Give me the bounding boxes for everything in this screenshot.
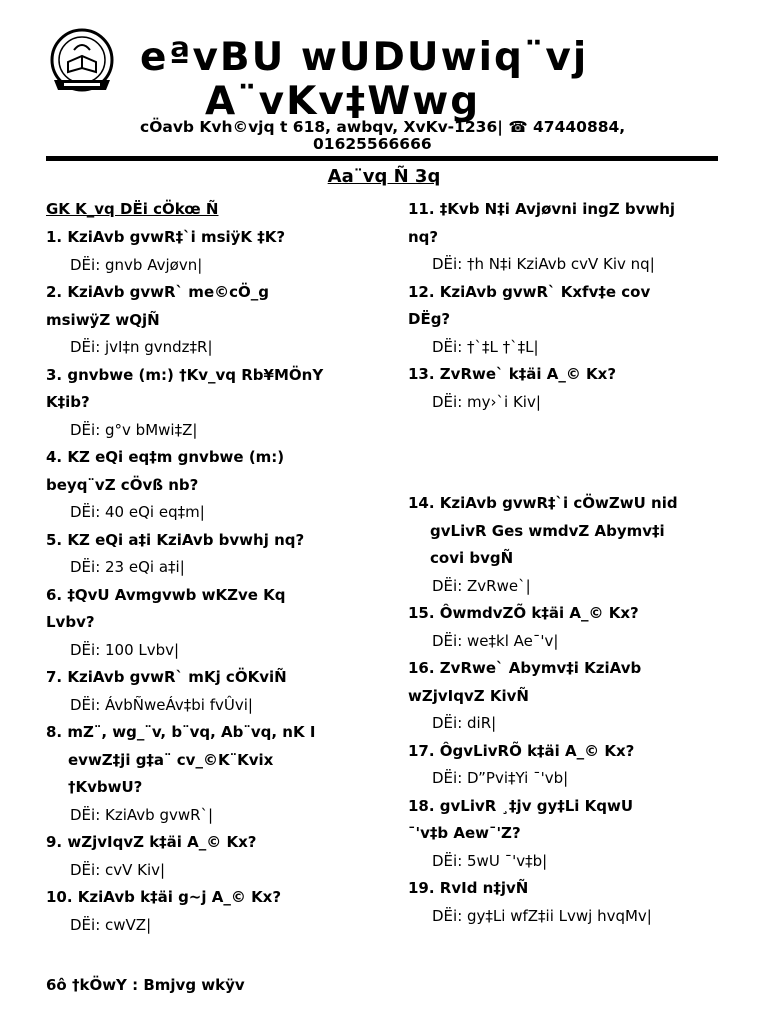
answer-text: DËi: KziAvb gvwR`|	[70, 805, 214, 824]
question-item	[408, 655, 728, 738]
question-text-cont: wZjvIqvZ KivÑ	[408, 686, 529, 705]
answer-text: DËi: my›`i Kiv|	[432, 392, 541, 411]
question-text: 12. KziAvb gvwR` Kxfv‡e cov	[408, 282, 651, 301]
answer-text: DËi: we‡kl Ae¯'v|	[432, 631, 559, 650]
address-line2: 01625566666	[313, 135, 432, 153]
question-text: 3. gnvbwe (m:) †Kv_vq Rb¥MÖnY	[46, 365, 324, 384]
answer-text: DËi: 40 eQi eq‡m|	[70, 503, 205, 521]
question-text-cont: †KvbwU?	[68, 778, 143, 796]
question-text: 1. KziAvb gvwR‡`i msiÿK ‡K?	[46, 228, 286, 246]
question-text-cont: beyq¨vZ cÖvß nb?	[46, 475, 199, 494]
question-text: 18. gvLivR ¸‡jv gy‡Li KqwU	[408, 796, 634, 815]
answer-text: DËi: 100 Lvbv|	[70, 640, 180, 659]
address-line1: cÖavb Kvh©vjq t 618, awbqv, XvKv-1236| ☎ 47440884,	[140, 118, 626, 136]
question-text-cont: K‡ib?	[46, 393, 90, 411]
question-item	[46, 582, 366, 665]
question-item	[46, 884, 366, 939]
question-text: 15. ÔwmdvZÕ k‡äi A_© Kx?	[408, 604, 639, 622]
answer-text: DËi: cvV Kiv|	[70, 860, 166, 879]
answer-text: DËi: †h N‡i KziAvb cvV Kiv nq|	[432, 255, 655, 273]
question-text: 5. KZ eQi a‡i KziAvb bvwhj nq?	[46, 530, 305, 549]
question-text-cont: nq?	[408, 227, 439, 246]
question-item	[46, 362, 366, 445]
question-item	[46, 527, 366, 582]
question-text: 13. ZvRwe` k‡äi A_© Kx?	[408, 365, 617, 383]
right-column	[408, 196, 728, 930]
question-text: 19. RvId n‡jvÑ	[408, 879, 529, 897]
question-item	[408, 793, 728, 876]
question-text: 11. ‡Kvb N‡i Avjøvni ingZ bvwhj	[408, 200, 676, 218]
left-column	[46, 196, 366, 939]
question-item	[46, 829, 366, 884]
column-spacer	[408, 416, 728, 490]
question-text-cont: gvLivR Ges wmdvZ Abymv‡i	[430, 521, 665, 540]
question-item	[46, 719, 366, 829]
question-item	[408, 490, 728, 600]
question-text: 6. ‡QvU Avmgvwb wKZve Kq	[46, 585, 286, 604]
answer-text: DËi: ZvRwe`|	[432, 576, 531, 595]
school-name-line2: A¨vKv‡Wwg	[205, 79, 481, 124]
section-heading: GK K_vq DËi cÖkœ Ñ	[46, 200, 219, 218]
header-divider	[46, 156, 718, 161]
question-item	[408, 196, 728, 279]
question-text: 4. KZ eQi eq‡m gnvbwe (m:)	[46, 448, 285, 466]
question-item	[408, 875, 728, 930]
question-text-cont: Lvbv?	[46, 613, 95, 631]
chapter-title: Aa¨vq Ñ 3q	[327, 166, 441, 187]
answer-text: DËi: diR|	[432, 714, 497, 732]
question-item	[46, 279, 366, 362]
answer-text: DËi: jvI‡n gvndz‡R|	[70, 338, 213, 356]
question-text: 14. KziAvb gvwR‡`i cÖwZwU nid	[408, 494, 678, 512]
question-item	[408, 279, 728, 362]
answer-text: DËi: g°v bMwi‡Z|	[70, 420, 198, 439]
question-text-cont: DËg?	[408, 310, 451, 328]
question-text: 8. mZ¨, wg_¨v, b¨vq, Ab¨vq, nK I	[46, 723, 316, 741]
answer-text: DËi: cwVZ|	[70, 915, 152, 934]
question-text: 2. KziAvb gvwR` me©cÖ_g	[46, 283, 269, 301]
answer-text: DËi: †`‡L †`‡L|	[432, 337, 539, 356]
question-text-cont: covi bvgÑ	[430, 549, 514, 567]
school-name-line1: eªvBU wUDUwiq¨vj	[140, 35, 589, 80]
question-item	[408, 600, 728, 655]
question-text-cont: ¯'v‡b Aew¯'Z?	[408, 824, 521, 842]
question-text: 10. KziAvb k‡äi g~j A_© Kx?	[46, 888, 282, 906]
question-text-cont: msiwÿZ wQjÑ	[46, 310, 160, 329]
question-item	[46, 224, 366, 279]
question-item	[46, 664, 366, 719]
answer-text: DËi: ÁvbÑweÁv‡bi fvÛvi|	[70, 695, 253, 714]
answer-text: DËi: D”Pvi‡Yi ¯'vb|	[432, 769, 569, 787]
page-footer: 6ô †kÖwY : Bmjvg wkÿv	[46, 976, 245, 994]
school-logo	[46, 28, 118, 96]
answer-text: DËi: gnvb Avjøvn|	[70, 255, 203, 274]
answer-text: DËi: 5wU ¯'v‡b|	[432, 851, 548, 870]
question-text: 16. ZvRwe` Abymv‡i KziAvb	[408, 659, 642, 677]
school-address	[140, 119, 730, 153]
answer-text: DËi: 23 eQi a‡i|	[70, 558, 185, 576]
question-text-cont: evwZ‡ji g‡a¨ cv_©K¨Kvix	[68, 750, 274, 769]
question-text: 9. wZjvIqvZ k‡äi A_© Kx?	[46, 833, 257, 851]
question-item	[408, 361, 728, 416]
answer-text: DËi: gy‡Li wfZ‡ii Lvwj hvqMv|	[432, 906, 652, 925]
question-text: 17. ÔgvLivRÕ k‡äi A_© Kx?	[408, 741, 635, 760]
question-text: 7. KziAvb gvwR` mKj cÖKviÑ	[46, 668, 287, 686]
question-item	[408, 738, 728, 793]
question-item	[46, 444, 366, 527]
